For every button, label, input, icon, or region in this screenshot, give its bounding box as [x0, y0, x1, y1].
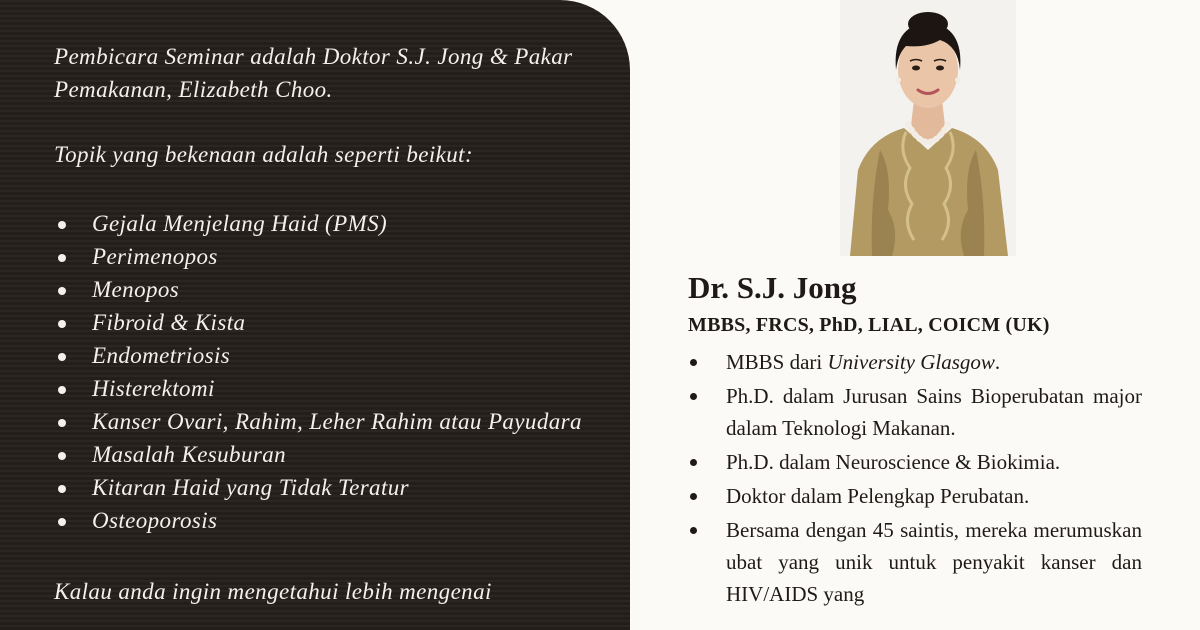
bullet-icon — [690, 393, 697, 400]
list-item: Bersama dengan 45 saintis, mereka merumuskan ubat yang unik untuk penyakit kanser dan HIV/AIDS yang — [688, 514, 1142, 610]
doctor-portrait — [840, 0, 1016, 256]
speaker-intro: Pembicara Seminar adalah Doktor S.J. Jong & Pakar Pemakanan, Elizabeth Choo. — [54, 44, 573, 102]
list-item: Kitaran Haid yang Tidak Teratur — [54, 471, 590, 504]
portrait-illustration — [840, 0, 1016, 256]
list-item: Ph.D. dalam Neuroscience & Biokimia. — [688, 446, 1142, 478]
bullet-icon — [58, 221, 66, 229]
bullet-icon — [690, 493, 697, 500]
bullet-icon — [690, 359, 697, 366]
bullet-icon — [58, 485, 66, 493]
bullet-icon — [690, 459, 697, 466]
closing-text: Kalau anda ingin mengetahui lebih mengenai — [54, 579, 492, 604]
bullet-icon — [58, 386, 66, 394]
list-item: Histerektomi — [54, 372, 590, 405]
doctor-credentials: MBBS, FRCS, PhD, LIAL, COICM (UK) — [688, 314, 1050, 336]
bullet-icon — [58, 419, 66, 427]
topic-list — [54, 207, 590, 537]
list-item: MBBS dari University Glasgow. — [688, 346, 1142, 378]
topic-lead: Topik yang bekenaan adalah seperti beikut: — [54, 142, 474, 167]
doctor-name: Dr. S.J. Jong — [688, 270, 857, 305]
bullet-icon — [690, 527, 697, 534]
bullet-icon — [58, 518, 66, 526]
list-item: Gejala Menjelang Haid (PMS) — [54, 207, 590, 240]
list-item: Menopos — [54, 273, 590, 306]
bullet-icon — [58, 287, 66, 295]
bullet-icon — [58, 254, 66, 262]
list-item: Endometriosis — [54, 339, 590, 372]
list-item: Fibroid & Kista — [54, 306, 590, 339]
list-item: Masalah Kesuburan — [54, 438, 590, 471]
bullet-icon — [58, 353, 66, 361]
bullet-icon — [58, 320, 66, 328]
list-item: Ph.D. dalam Jurusan Sains Bioperubatan major dalam Teknologi Makanan. — [688, 380, 1142, 444]
bio-list — [688, 346, 1142, 612]
list-item: Perimenopos — [54, 240, 590, 273]
list-item: Osteoporosis — [54, 504, 590, 537]
list-item: Doktor dalam Pelengkap Perubatan. — [688, 480, 1142, 512]
bullet-icon — [58, 452, 66, 460]
list-item: Kanser Ovari, Rahim, Leher Rahim atau Payudara — [54, 405, 590, 438]
